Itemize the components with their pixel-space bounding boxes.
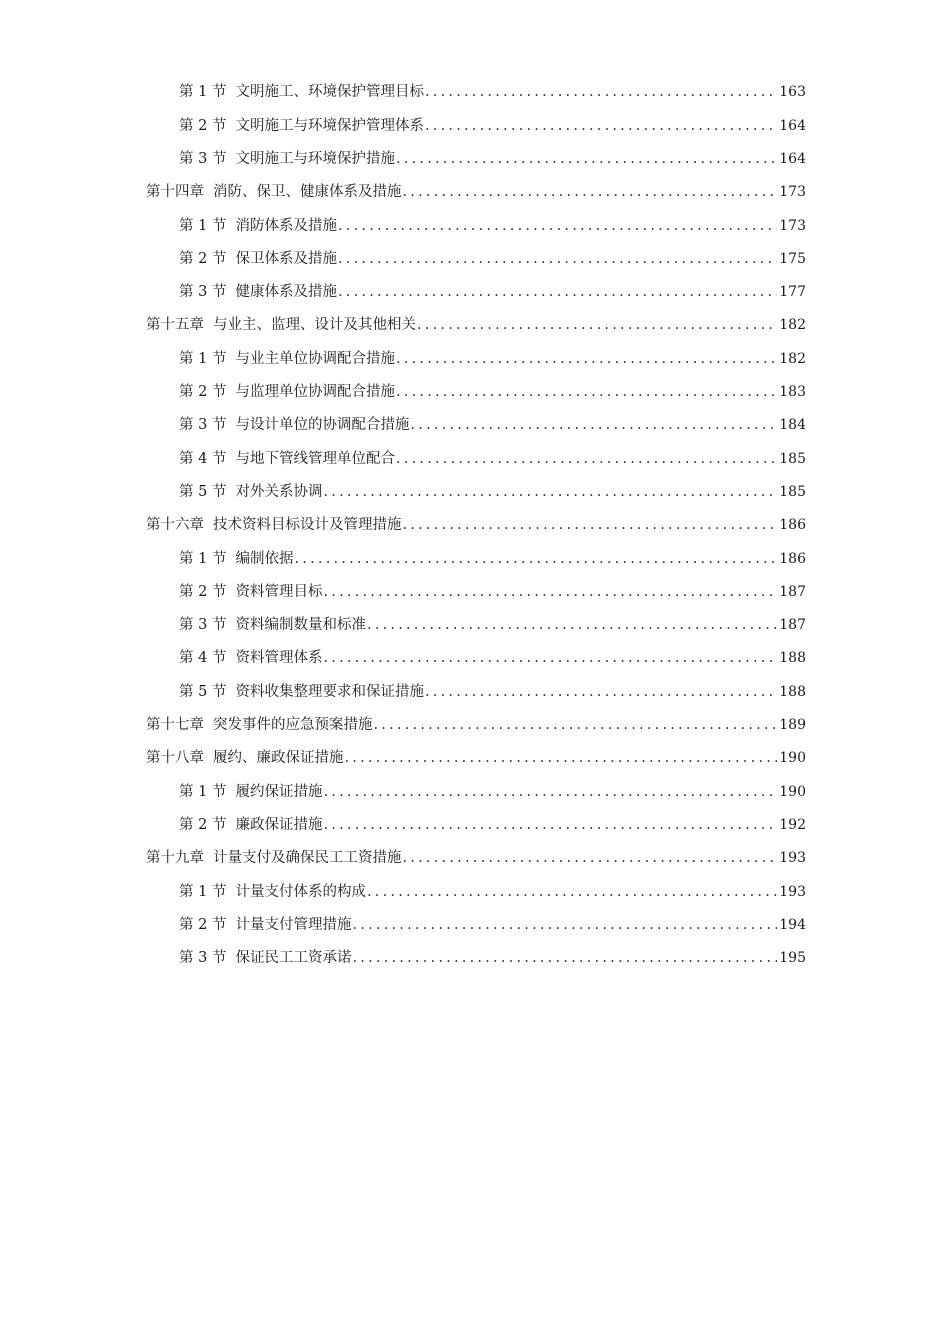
toc-chapter-entry[interactable] [0,309,950,342]
toc-dot-leader [396,352,777,367]
toc-entry-number: 第 1 节 [179,217,227,234]
toc-entry-page-number: 187 [779,617,806,634]
toc-entry-page-number: 193 [779,850,806,867]
toc-entry-title: 资料收集整理要求和保证措施 [235,683,424,700]
toc-entry-page-number: 194 [779,916,806,933]
toc-dot-leader [345,751,778,766]
toc-entry-title: 与地下管线管理单位配合 [235,450,395,467]
toc-entry-line [179,352,806,367]
toc-entry-title: 保卫体系及措施 [235,250,337,267]
toc-section-entry[interactable] [0,942,950,975]
toc-entry-number: 第 3 节 [179,284,227,301]
toc-entry-line [146,718,806,733]
toc-entry-page-number: 175 [779,250,806,267]
toc-chapter-entry[interactable] [0,709,950,742]
toc-chapter-entry[interactable] [0,509,950,542]
toc-entry-line [179,85,806,100]
toc-entry-page-number: 163 [779,84,806,101]
toc-dot-leader [417,318,777,333]
toc-entry-number: 第 3 节 [179,417,227,434]
toc-entry-line [146,185,806,200]
toc-dot-leader [338,252,777,267]
toc-entry-title: 与业主单位协调配合措施 [235,350,395,367]
toc-section-entry[interactable] [0,775,950,808]
toc-entry-number: 第十六章 [146,517,204,534]
toc-entry-title: 与业主、监理、设计及其他相关 [213,317,416,334]
toc-dot-leader [410,418,777,433]
toc-entry-line [179,119,806,134]
toc-entry-line [179,951,806,966]
toc-dot-leader [396,385,777,400]
toc-entry-line [179,152,806,167]
toc-section-entry[interactable] [0,542,950,575]
toc-entry-number: 第十五章 [146,317,204,334]
toc-entry-page-number: 190 [779,750,806,767]
toc-entry-number: 第十四章 [146,184,204,201]
toc-entry-title: 资料管理体系 [235,650,323,667]
toc-section-entry[interactable] [0,642,950,675]
toc-entry-line [146,851,806,866]
toc-entry-line [179,418,806,433]
toc-entry-line [179,385,806,400]
toc-dot-leader [352,918,777,933]
toc-dot-leader [396,452,777,467]
toc-entry-title: 技术资料目标设计及管理措施 [213,517,402,534]
toc-dot-leader [396,152,777,167]
toc-entry-number: 第 3 节 [179,950,227,967]
toc-dot-leader [323,818,777,833]
toc-section-entry[interactable] [0,809,950,842]
toc-entry-title: 健康体系及措施 [235,284,337,301]
toc-entry-title: 履约、廉政保证措施 [213,750,344,767]
toc-section-entry[interactable] [0,276,950,309]
toc-entry-number: 第 2 节 [179,816,227,833]
toc-entry-page-number: 164 [779,117,806,134]
toc-entry-number: 第 4 节 [179,650,227,667]
toc-entry-line [146,751,806,766]
toc-chapter-entry[interactable] [0,742,950,775]
toc-entry-title: 资料编制数量和标准 [235,617,366,634]
toc-entry-title: 计量支付管理措施 [235,916,352,933]
toc-section-entry[interactable] [0,409,950,442]
toc-entry-page-number: 184 [779,417,806,434]
toc-entry-number: 第 1 节 [179,883,227,900]
toc-entry-page-number: 186 [779,517,806,534]
toc-entry-number: 第 2 节 [179,384,227,401]
toc-entry-title: 文明施工与环境保护措施 [235,150,395,167]
toc-entry-number: 第十七章 [146,717,204,734]
toc-section-entry[interactable] [0,76,950,109]
toc-entry-page-number: 195 [779,950,806,967]
toc-entry-line [179,618,806,633]
toc-section-entry[interactable] [0,143,950,176]
toc-entry-title: 与设计单位的协调配合措施 [235,417,410,434]
toc-entry-line [146,318,806,333]
toc-entry-title: 突发事件的应急预案措施 [213,717,373,734]
toc-entry-line [179,685,806,700]
toc-entry-line [179,485,806,500]
toc-entry-title: 文明施工与环境保护管理体系 [235,117,424,134]
toc-entry-number: 第 1 节 [179,550,227,567]
toc-entry-line [179,452,806,467]
toc-section-entry[interactable] [0,209,950,242]
toc-dot-leader [367,885,777,900]
toc-dot-leader [367,618,777,633]
toc-dot-leader [403,851,778,866]
toc-entry-title: 计量支付体系的构成 [235,883,366,900]
toc-entry-number: 第 2 节 [179,916,227,933]
toc-entry-line [179,552,806,567]
toc-entry-page-number: 185 [779,483,806,500]
toc-dot-leader [323,785,777,800]
toc-entry-page-number: 173 [779,217,806,234]
toc-entry-page-number: 188 [779,650,806,667]
toc-entry-title: 资料管理目标 [235,583,323,600]
toc-entry-title: 编制依据 [235,550,294,567]
toc-entry-title: 计量支付及确保民工工资措施 [213,850,402,867]
toc-dot-leader [294,552,777,567]
toc-entry-page-number: 185 [779,450,806,467]
toc-entry-page-number: 190 [779,783,806,800]
toc-section-entry[interactable] [0,908,950,941]
toc-entry-line [179,885,806,900]
toc-entry-number: 第 3 节 [179,617,227,634]
toc-entry-title: 消防体系及措施 [235,217,337,234]
toc-section-entry[interactable] [0,675,950,708]
toc-entry-line [179,818,806,833]
toc-entry-line [179,651,806,666]
toc-dot-leader [425,85,777,100]
toc-section-entry[interactable] [0,476,950,509]
toc-dot-leader [403,518,778,533]
toc-entry-number: 第 2 节 [179,117,227,134]
toc-entry-title: 与监理单位协调配合措施 [235,384,395,401]
toc-entry-number: 第 2 节 [179,583,227,600]
toc-entry-title: 文明施工、环境保护管理目标 [235,84,424,101]
toc-entry-line [179,252,806,267]
toc-chapter-entry[interactable] [0,176,950,209]
toc-entry-number: 第 1 节 [179,783,227,800]
toc-entry-title: 对外关系协调 [235,483,323,500]
table-of-contents [0,76,950,975]
toc-entry-page-number: 164 [779,150,806,167]
toc-section-entry[interactable] [0,575,950,608]
toc-entry-title: 廉政保证措施 [235,816,323,833]
toc-entry-number: 第 1 节 [179,84,227,101]
toc-entry-page-number: 182 [779,350,806,367]
toc-entry-line [179,219,806,234]
toc-entry-number: 第 5 节 [179,483,227,500]
toc-dot-leader [338,285,777,300]
toc-entry-page-number: 177 [779,284,806,301]
toc-section-entry[interactable] [0,442,950,475]
toc-dot-leader [323,585,777,600]
toc-entry-number: 第十九章 [146,850,204,867]
toc-entry-title: 履约保证措施 [235,783,323,800]
toc-entry-line [179,285,806,300]
toc-dot-leader [338,219,777,234]
toc-entry-page-number: 193 [779,883,806,900]
toc-section-entry[interactable] [0,609,950,642]
toc-entry-page-number: 187 [779,583,806,600]
toc-entry-number: 第 2 节 [179,250,227,267]
toc-entry-number: 第 5 节 [179,683,227,700]
toc-entry-number: 第 1 节 [179,350,227,367]
toc-dot-leader [374,718,778,733]
toc-entry-number: 第 3 节 [179,150,227,167]
toc-entry-page-number: 183 [779,384,806,401]
toc-section-entry[interactable] [0,376,950,409]
toc-entry-line [179,918,806,933]
toc-entry-title: 消防、保卫、健康体系及措施 [213,184,402,201]
toc-entry-number: 第十八章 [146,750,204,767]
toc-entry-page-number: 192 [779,816,806,833]
toc-dot-leader [425,119,777,134]
toc-entry-page-number: 189 [779,717,806,734]
toc-chapter-entry[interactable] [0,842,950,875]
toc-dot-leader [425,685,777,700]
toc-entry-line [179,585,806,600]
toc-section-entry[interactable] [0,242,950,275]
toc-entry-page-number: 173 [779,184,806,201]
toc-section-entry[interactable] [0,875,950,908]
toc-entry-title: 保证民工工资承诺 [235,950,352,967]
toc-dot-leader [352,951,777,966]
toc-entry-number: 第 4 节 [179,450,227,467]
toc-entry-page-number: 188 [779,683,806,700]
toc-entry-page-number: 182 [779,317,806,334]
toc-entry-line [179,785,806,800]
toc-section-entry[interactable] [0,109,950,142]
toc-entry-line [146,518,806,533]
toc-entry-page-number: 186 [779,550,806,567]
toc-dot-leader [323,651,777,666]
toc-dot-leader [403,185,778,200]
toc-section-entry[interactable] [0,342,950,375]
toc-dot-leader [323,485,777,500]
